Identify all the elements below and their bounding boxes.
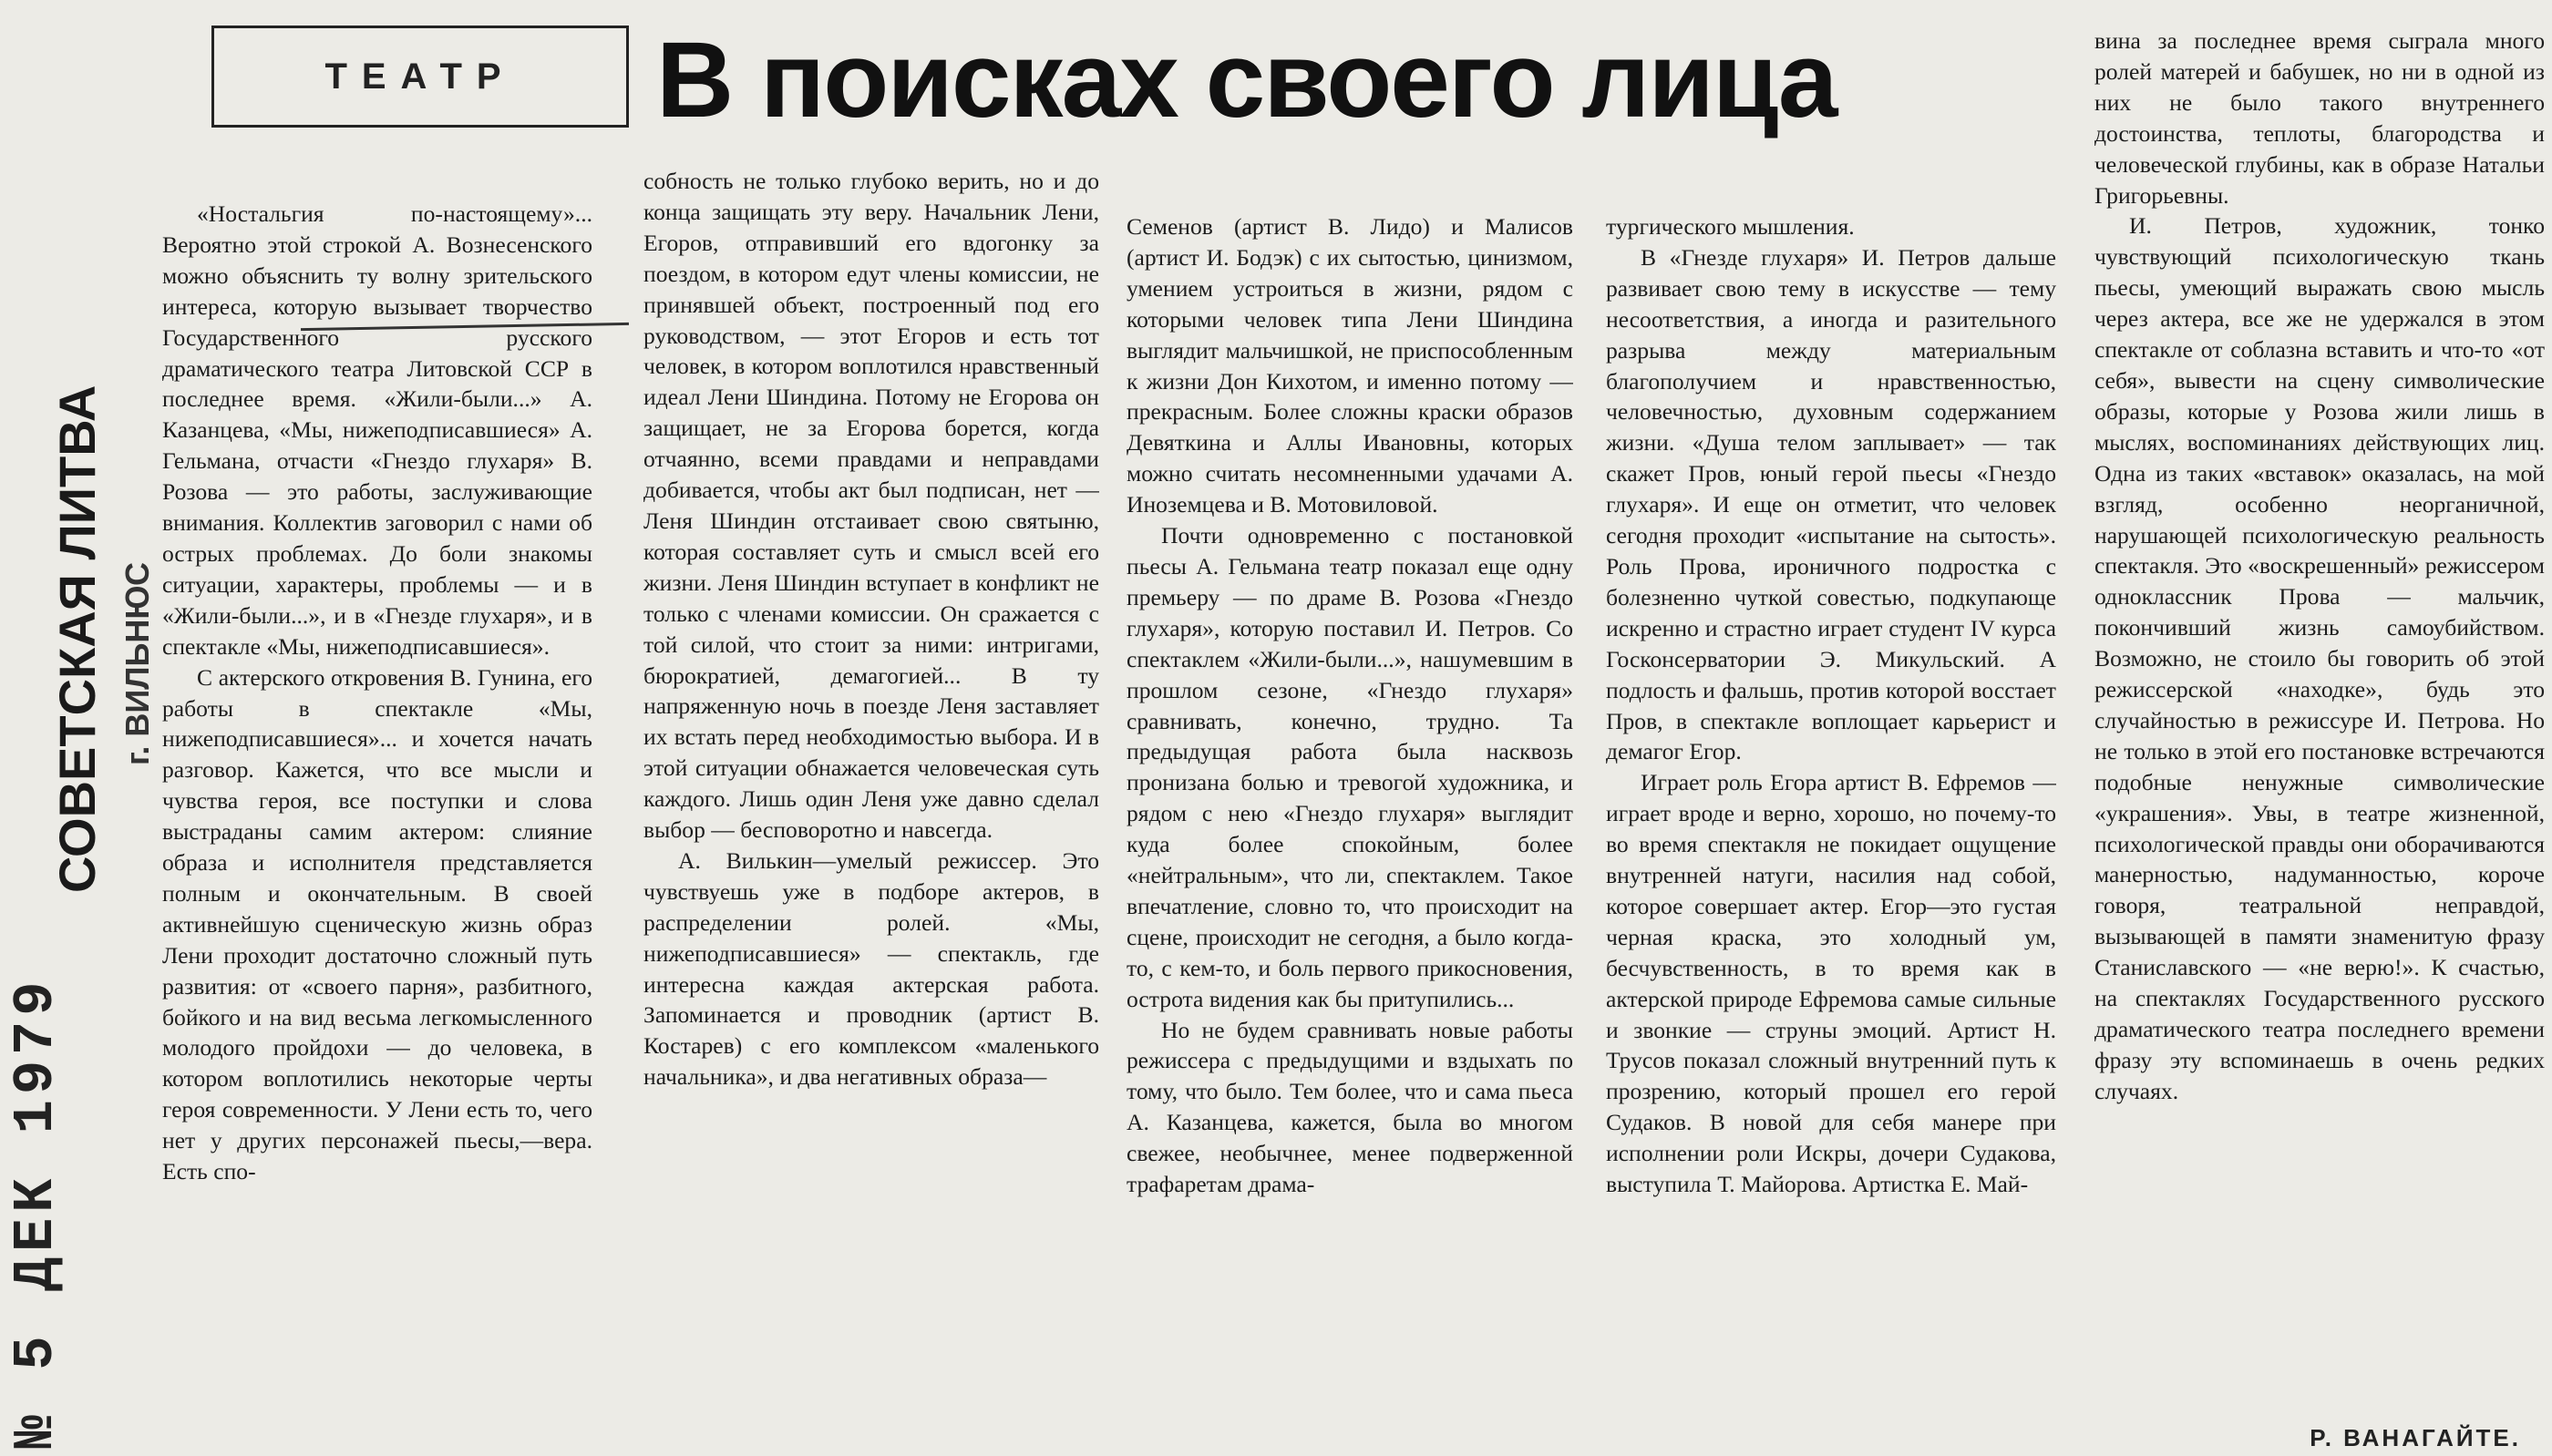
rubric-label: ТЕАТР [211, 26, 629, 128]
article-headline: В поисках своего лица [656, 20, 1837, 140]
paragraph: Семенов (артист В. Лидо) и Малисов (артист И. Бодэк) с их сытостью, цинизмом, умением устроиться в жизни, рядом с которыми человек типа Лени Шиндина выглядит мальчишкой, не приспособленным к жизни Дон Кихотом, и именно потому — прекрасным. Более сложны краски образов Девяткина и Аллы Ивановны, которых можно считать несомненными удачами А. Иноземцева и В. Мотовиловой. [1127, 213, 1573, 518]
paragraph: С актерского откровения В. Гунина, его работы в спектакле «Мы, нижеподписавшиеся»... и хочется начать разговор. Кажется, что все мысли и чувства героя, все поступки и слова выстраданы самим актером: слияние образа и исполнителя представляется полным и окончательным. В своей активнейшую сценическую жизнь образ Лени проходит достаточно сложный путь развития: от «своего парня», разбитного, бойкого и на вид весьма легкомысленного молодого пройдохи — до человека, в котором воплотились некоторые черты героя современности. У Лени есть то, чего нет у других персонажей пьесы,—вера. Есть спо- [162, 663, 592, 1185]
paragraph: Но не будем сравнивать новые работы режиссера с предыдущими и вздыхать по тому, что было. Тем более, что и сама пьеса А. Казанцева, кажется, была во многом свежее, необычнее, менее подверженной трафаретам драма- [1127, 1016, 1573, 1198]
paragraph: Играет роль Егора артист В. Ефремов — играет вроде и верно, хорошо, но почему-то во время спектакля не покидает ощущение внутренней натуги, насилия над собой, которое совершает актер. Егор—это густая черная краска, это холодный ум, бесчувственность, в то время как в актерской природе Ефремова самые сильные и звонкие — струны эмоций. Артист Н. Трусов показал сложный внутренний путь к прозрению, который прошел его герой Судаков. В новой для себя манере при исполнении роли Искры, дочери Судакова, выступила Т. Майорова. Артистка Е. Май- [1606, 769, 2056, 1198]
date-stamp: № 5 ДЕК 1979 [4, 976, 68, 1449]
paragraph: И. Петров, художник, тонко чувствующий психологическую ткань пьесы, умеющий выражать свою мысль через актера, все же не удержался в этом спектакле от соблазна вставить и что-то «от себя», вывести на сцену символические образы, которые у Розова жили лишь в мыслях, воспоминаниях действующих лиц. Одна из таких «вставок» оказалась, на мой взгляд, особенно неорганичной, нарушающей психологическую реальность спектакля. Это «воскрешенный» режиссером одноклассник Прова — мальчик, покончивший жизнь самоубийством. Возможно, не стоило бы говорить об этой режиссерской «находке», будь это случайностью в режиссуре И. Петрова. Но не только в этой его постановке встречаются подобные ненужные символические «украшения». Увы, в театре жизненной, психологической правды они оборачиваются манерностью, надуманностью, короче говоря, театральной неправдой, вызывающей в памяти знаменитую фразу Станиславского — «не верю!». К счастью, на спектаклях Государственного русского драматического театра последнего времени фразу эту вспоминаешь в очень редких случаях. [2094, 212, 2545, 1104]
paragraph: «Ностальгия по-настоящему»... Вероятно этой строкой А. Вознесенского можно объяснить ту волну зрительского интереса, которую вызывает творчество Государственного русского драматического театра Литовской ССР в последнее время. «Жили-были...» А. Казанцева, «Мы, нижеподписавшиеся» А. Гельмана, отчасти «Гнездо глухаря» В. Розова — это работы, заслуживающие внимания. Коллектив заговорил с нами об острых проблемах. До боли знакомы ситуации, характеры, проблемы — и в «Жили-были...», и в «Гнезде глухаря», и в спектакле «Мы, нижеподписавшиеся». [162, 200, 592, 660]
author-signature: Р. ВАНАГАЙТЕ. [2310, 1424, 2521, 1451]
paragraph: вина за последнее время сыграла много ролей матерей и бабушек, но ни в одной из них не было такого внутреннего достоинства, теплоты, благородства и человеческой глубины, как в образе Натальи Григорьевны. [2094, 27, 2545, 209]
paragraph: В «Гнезде глухаря» И. Петров дальше развивает свою тему в искусстве — тему несоответствия, а иногда и разительного разрыва между материальным благополучием и нравственностью, человечностью, духовным содержанием жизни. «Душа телом заплывает» — так скажет Пров, юный герой пьесы «Гнездо глухаря». И еще он отметит, что человек сегодня проходит «испытание на сытость». Роль Прова, ироничного подростка с болезненно чуткой совестью, подкупающе искренно и страстно играет студент IV курса Госконсерватории Э. Микульский. А подлость и фальшь, против которой восстает Пров, в спектакле воплощает карьерист и демагог Егор. [1606, 243, 2056, 765]
article-column-2 [643, 166, 1099, 1456]
paragraph: тургического мышления. [1606, 213, 1855, 240]
paragraph: Почти одновременно с постановкой пьесы А. Гельмана театр показал еще одну премьеру — по драме В. Розова «Гнездо глухаря», которую поставил И. Петров. Со спектаклем «Жили-были...», нашумевшим в прошлом сезоне, «Гнездо глухаря» сравнивать, конечно, трудно. Та предыдущая работа была насквозь пронизана болью и тревогой художника, и рядом с нею «Гнездо глухаря» выглядит куда более спокойным, более «нейтральным», что ли, спектаклем. Такое впечатление, словно то, что происходит на сцене, происходит не сегодня, а было когда-то, с кем-то, и боль первого прикосновения, острота видения как бы притупились... [1127, 522, 1573, 1012]
paragraph: собность не только глубоко верить, но и до конца защищать эту веру. Начальник Лени, Егоров, отправивший его вдогонку за поездом, в котором едут члены комиссии, не принявшей объект, построенный под его руководством, — этот Егоров и есть тот человек, в котором воплотился нравственный идеал Лени Шиндина. Потому не Егорова он защищает, не за Егорова борется, когда отчаянно, всеми правдами и неправдами добивается, чтобы акт был подписан, нет — Леня Шиндин отстаивает свою святыню, которая составляет суть и смысл всей его жизни. Леня Шиндин вступает в конфликт не только с членами комиссии. Он сражается с той силой, что стоит за ними: интригами, бюрократией, демагогией... В ту напряженную ночь в поезде Леня заставляет их встать перед необходимостью выбора. И в этой ситуации обнажается человеческая суть каждого. Лишь один Леня уже давно сделал выбор — бесповоротно и навсегда. [643, 168, 1099, 844]
article-column-4 [1606, 211, 2056, 1456]
article-column-5 [2094, 26, 2545, 1429]
article-column-1 [162, 199, 592, 1456]
article-column-3 [1127, 211, 1573, 1456]
masthead-city: г. ВИЛЬНЮС [118, 561, 156, 765]
paragraph: А. Вилькин—умелый режиссер. Это чувствуешь уже в подборе актеров, в распределении ролей. «Мы, нижеподписавшиеся» — спектакль, где интересна каждая актерская работа. Запоминается и проводник (артист В. Костарев) с его комплексом «маленького начальника», и два негативных образа— [643, 846, 1099, 1091]
newspaper-masthead: СОВЕТСКАЯ ЛИТВА [48, 385, 106, 893]
